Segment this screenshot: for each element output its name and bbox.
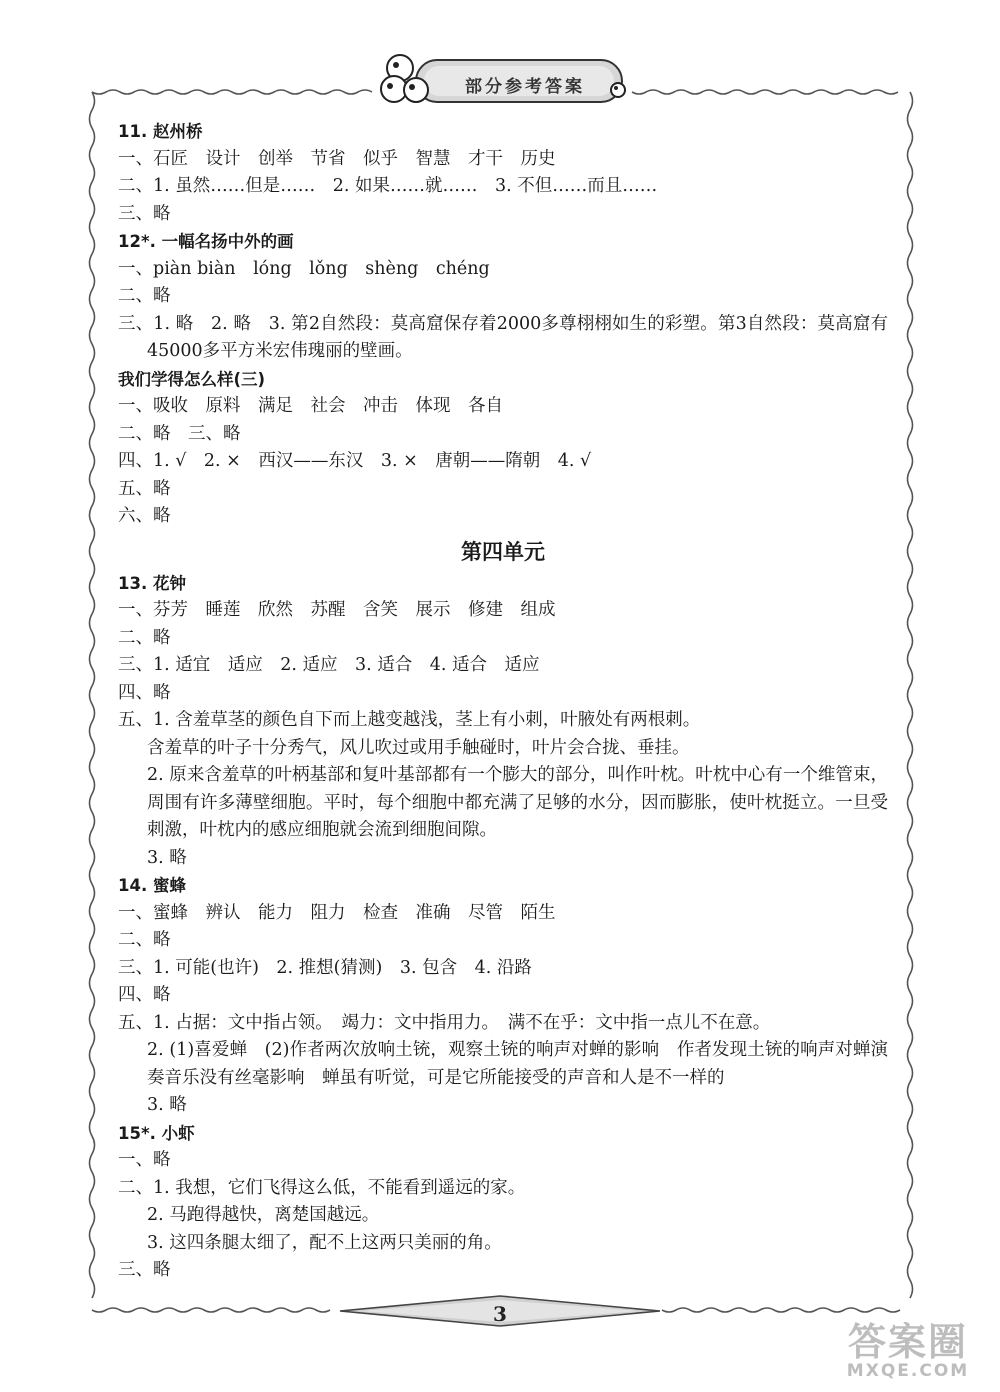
border-top-left [92, 90, 372, 94]
unit-title: 第四单元 [461, 539, 545, 564]
answer-line: 一、蜜蜂 辨认 能力 阻力 检查 准确 尽管 陌生 [118, 902, 556, 923]
answer-line: 二、略 [118, 930, 171, 950]
bubble-dot-icon [614, 86, 618, 90]
answer-line: 六、略 [118, 506, 171, 526]
answer-line: 3. 略 [147, 1095, 187, 1115]
answer-line: 三、略 [118, 1260, 171, 1280]
border-right [908, 92, 913, 1298]
section-title: 13. 花钟 [118, 573, 186, 593]
answer-line: 二、略 [118, 627, 171, 648]
answer-line: 一、石匠 设计 创举 节省 似乎 智慧 才干 历史 [118, 148, 556, 169]
answer-line: 含羞草的叶子十分秀气，风儿吹过或用手触碰时，叶片会合拢、垂挂。 [147, 737, 690, 758]
answer-line: 2. 原来含羞草的叶柄基部和复叶基部都有一个膨大的部分，叫作叶枕。叶枕中心有一个维管束，周围有许多薄壁细胞。平时，每个细胞中都充满了足够的水分，因而膨胀，使叶枕挺立。一旦受刺激，叶枕内的感应细胞就会流到细胞间隙。 [147, 765, 888, 840]
answer-line: 三、1. 适宜 适应 2. 适应 3. 适合 4. 适合 适应 [118, 655, 540, 675]
answer-line: 2. (1)喜爱蝉 (2)作者两次放响土铳，观察土铳的响声对蝉的影响 作者发现土铳的响声对蝉演奏音乐没有丝毫影响 蝉虽有听觉，可是它所能接受的声音和人是不一样的 [147, 1040, 888, 1088]
answer-line: 一、芬芳 睡莲 欣然 苏醒 含笑 展示 修建 组成 [118, 600, 556, 620]
section-title: 15*. 小虾 [118, 1123, 195, 1143]
watermark-logo-text: 答案圈 [847, 1320, 968, 1364]
bubble-dot-icon [611, 83, 625, 97]
border-bottom-left [92, 1308, 330, 1312]
answer-line: 3. 这四条腿太细了，配不上这两只美丽的角。 [147, 1232, 502, 1253]
watermark [828, 1322, 988, 1380]
answer-line: 一、piàn biàn lóng lǒng shèng chéng [118, 258, 490, 279]
answer-line: 二、略 [118, 286, 171, 306]
border-left [90, 92, 95, 1298]
answer-line: 2. 马跑得越快，离楚国越远。 [147, 1205, 380, 1225]
unit-three-answers [118, 118, 888, 531]
section-title: 12*. 一幅名扬中外的画 [118, 232, 294, 251]
answer-line: 一、吸收 原料 满足 社会 冲击 体现 各自 [118, 396, 503, 416]
answer-line: 四、略 [118, 682, 171, 703]
bubble-mascot-icon [381, 55, 428, 102]
answer-line: 3. 略 [147, 847, 187, 868]
section-title: 14. 蜜蜂 [118, 876, 186, 895]
unit-four-answers [118, 570, 888, 1285]
answer-line: 四、略 [118, 985, 171, 1005]
answer-line: 二、略 三、略 [118, 423, 241, 444]
section-title: 11. 赵州桥 [118, 122, 203, 141]
border-top-right [632, 90, 898, 94]
answer-line: 二、1. 虽然……但是…… 2. 如果……就…… 3. 不但……而且…… [118, 176, 658, 196]
answer-line: 三、1. 略 2. 略 3. 第2自然段：莫高窟保存着2000多尊栩栩如生的彩塑。第3自然段：莫高窟有45000多平方米宏伟瑰丽的壁画。 [118, 313, 888, 361]
answer-line: 五、略 [118, 478, 171, 499]
watermark-domain: MXQE.COM [846, 1361, 970, 1381]
answer-line: 五、1. 占据：文中指占领。 竭力：文中指用力。 满不在乎：文中指一点儿不在意。 [118, 1012, 771, 1033]
page-number: 3 [493, 1302, 507, 1326]
answer-line: 五、1. 含羞草茎的颜色自下而上越变越浅，茎上有小刺，叶腋处有两根刺。 [118, 710, 701, 730]
answer-line: 三、1. 可能(也许) 2. 推想(猜测) 3. 包含 4. 沿路 [118, 957, 532, 978]
answer-line: 一、略 [118, 1150, 171, 1170]
border-bottom-right [662, 1308, 900, 1312]
section-title: 我们学得怎么样(三) [118, 369, 266, 389]
answer-content [118, 118, 888, 1285]
header-title: 部分参考答案 [465, 77, 585, 97]
answer-line: 三、略 [118, 203, 171, 224]
answer-line: 二、1. 我想，它们飞得这么低，不能看到遥远的家。 [118, 1177, 526, 1198]
answer-line: 四、1. √ 2. × 西汉——东汉 3. × 唐朝——隋朝 4. √ [118, 451, 592, 471]
